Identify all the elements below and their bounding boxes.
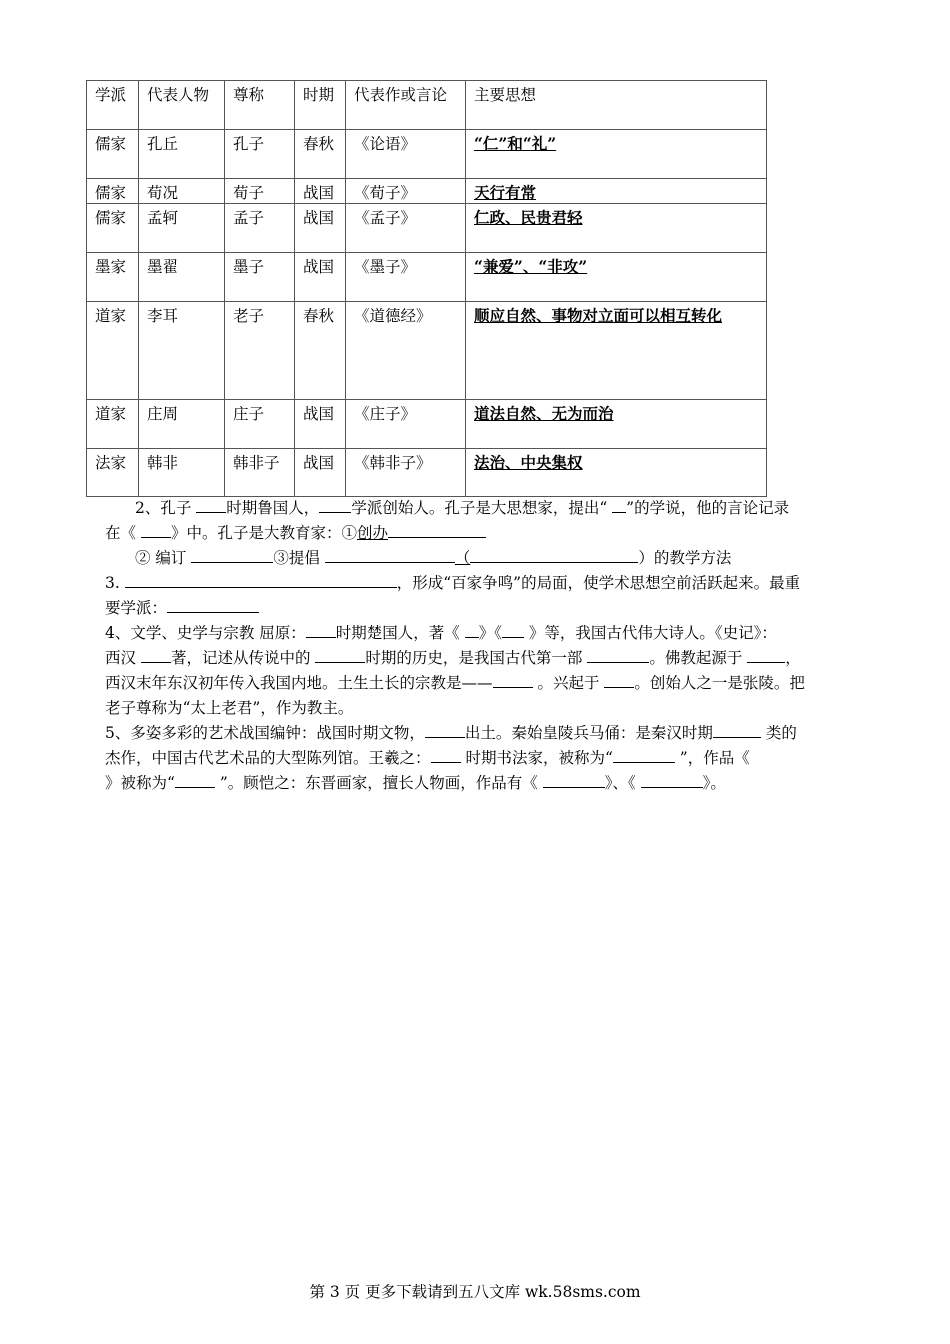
cell-honorific: 孟子 xyxy=(225,204,295,253)
blank[interactable] xyxy=(493,671,533,688)
table-row xyxy=(87,204,767,253)
cell-idea: 道法自然、无为而治 xyxy=(466,400,767,449)
cell-work: 《墨子》 xyxy=(346,253,466,302)
question-3: 3. ，形成“百家争鸣”的局面，使学术思想空前活跃起来。最重 要学派： xyxy=(105,571,865,621)
blank[interactable] xyxy=(175,771,215,788)
blank[interactable] xyxy=(141,521,171,538)
question-2: 2、孔子 时期鲁国人， 学派创始人。孔子是大思想家，提出“ ”的学说，他的言论记录 在《 》中。孔子是大教育家：①创办 ② 编订 ③提倡 （ ）的教学方法 xyxy=(105,496,865,571)
cell-school: 道家 xyxy=(87,302,139,400)
header-period: 时期 xyxy=(295,81,346,130)
cell-school: 儒家 xyxy=(87,204,139,253)
cell-honorific: 墨子 xyxy=(225,253,295,302)
schools-table xyxy=(86,80,767,497)
cell-honorific: 老子 xyxy=(225,302,295,400)
blank[interactable] xyxy=(388,521,486,538)
cell-period: 战国 xyxy=(295,179,346,204)
table-row xyxy=(87,400,767,449)
table-row xyxy=(87,179,767,204)
blank[interactable] xyxy=(604,671,634,688)
cell-idea: 法治、中央集权 xyxy=(466,449,767,497)
blank[interactable] xyxy=(306,621,336,638)
cell-honorific: 庄子 xyxy=(225,400,295,449)
cell-person: 墨翟 xyxy=(139,253,225,302)
blank[interactable] xyxy=(141,646,171,663)
cell-person: 庄周 xyxy=(139,400,225,449)
blank[interactable] xyxy=(125,571,397,588)
blank[interactable] xyxy=(325,546,455,563)
cell-school: 法家 xyxy=(87,449,139,497)
page-footer: 第 3 页 更多下载请到五八文库 wk.58sms.com xyxy=(309,1283,641,1301)
cell-school: 儒家 xyxy=(87,130,139,179)
cell-idea: 仁政、民贵君轻 xyxy=(466,204,767,253)
question-5: 5、多姿多彩的艺术战国编钟：战国时期文物， 出土。秦始皇陵兵马俑：是秦汉时期 类的 杰作，中国古代艺术品的大型陈列馆。王羲之： 时期书法家，被称为“ ”，作品《 》被称为“ ”。顾恺之：东晋画家，擅长人物画，作品有《 》、《 》。 xyxy=(105,721,865,796)
cell-work: 《论语》 xyxy=(346,130,466,179)
table-header-row xyxy=(87,81,767,130)
blank[interactable] xyxy=(191,546,273,563)
cell-honorific: 孔子 xyxy=(225,130,295,179)
blank[interactable] xyxy=(196,496,226,513)
cell-person: 孔丘 xyxy=(139,130,225,179)
blank[interactable] xyxy=(612,496,626,513)
question-4: 4、文学、史学与宗教 屈原： 时期楚国人，著《 》《 》等，我国古代伟大诗人。《史记》： 西汉 著，记述从传说中的 时期的历史，是我国古代第一部 。佛教起源于 ， 西汉末年东汉初年传入我国内地。土生土长的宗教是—— 。兴起于 。创始人之一是张陵。把 老子尊称为“太上老君”，作为教主。 xyxy=(105,621,865,721)
cell-school: 墨家 xyxy=(87,253,139,302)
cell-period: 战国 xyxy=(295,253,346,302)
cell-school: 儒家 xyxy=(87,179,139,204)
blank[interactable] xyxy=(319,496,351,513)
cell-person: 荀况 xyxy=(139,179,225,204)
table-row xyxy=(87,253,767,302)
cell-honorific: 韩非子 xyxy=(225,449,295,497)
cell-period: 春秋 xyxy=(295,302,346,400)
blank[interactable] xyxy=(641,771,703,788)
cell-idea: 顺应自然、事物对立面可以相互转化 xyxy=(466,302,767,400)
table-row xyxy=(87,302,767,400)
blank[interactable] xyxy=(431,746,461,763)
header-work: 代表作或言论 xyxy=(346,81,466,130)
cell-period: 战国 xyxy=(295,400,346,449)
cell-period: 战国 xyxy=(295,449,346,497)
blank[interactable] xyxy=(425,721,465,738)
blank[interactable] xyxy=(587,646,649,663)
blank[interactable] xyxy=(465,621,479,638)
cell-work: 《荀子》 xyxy=(346,179,466,204)
cell-work: 《道德经》 xyxy=(346,302,466,400)
cell-work: 《韩非子》 xyxy=(346,449,466,497)
blank[interactable] xyxy=(502,621,524,638)
blank[interactable] xyxy=(315,646,365,663)
cell-period: 战国 xyxy=(295,204,346,253)
cell-period: 春秋 xyxy=(295,130,346,179)
cell-school: 道家 xyxy=(87,400,139,449)
cell-person: 李耳 xyxy=(139,302,225,400)
cell-idea: 天行有常 xyxy=(466,179,767,204)
cell-work: 《庄子》 xyxy=(346,400,466,449)
blank[interactable] xyxy=(543,771,605,788)
blank[interactable] xyxy=(167,596,259,613)
cell-person: 韩非 xyxy=(139,449,225,497)
blank[interactable] xyxy=(713,721,761,738)
cell-idea: “兼爱”、“非攻” xyxy=(466,253,767,302)
header-honorific: 尊称 xyxy=(225,81,295,130)
cell-idea: “仁”和“礼” xyxy=(466,130,767,179)
blank[interactable] xyxy=(613,746,675,763)
header-school: 学派 xyxy=(87,81,139,130)
blank[interactable] xyxy=(747,646,785,663)
blank[interactable] xyxy=(470,546,638,563)
table-row xyxy=(87,449,767,497)
cell-work: 《孟子》 xyxy=(346,204,466,253)
cell-person: 孟轲 xyxy=(139,204,225,253)
table-row xyxy=(87,130,767,179)
header-idea: 主要思想 xyxy=(466,81,767,130)
cell-honorific: 荀子 xyxy=(225,179,295,204)
header-person: 代表人物 xyxy=(139,81,225,130)
